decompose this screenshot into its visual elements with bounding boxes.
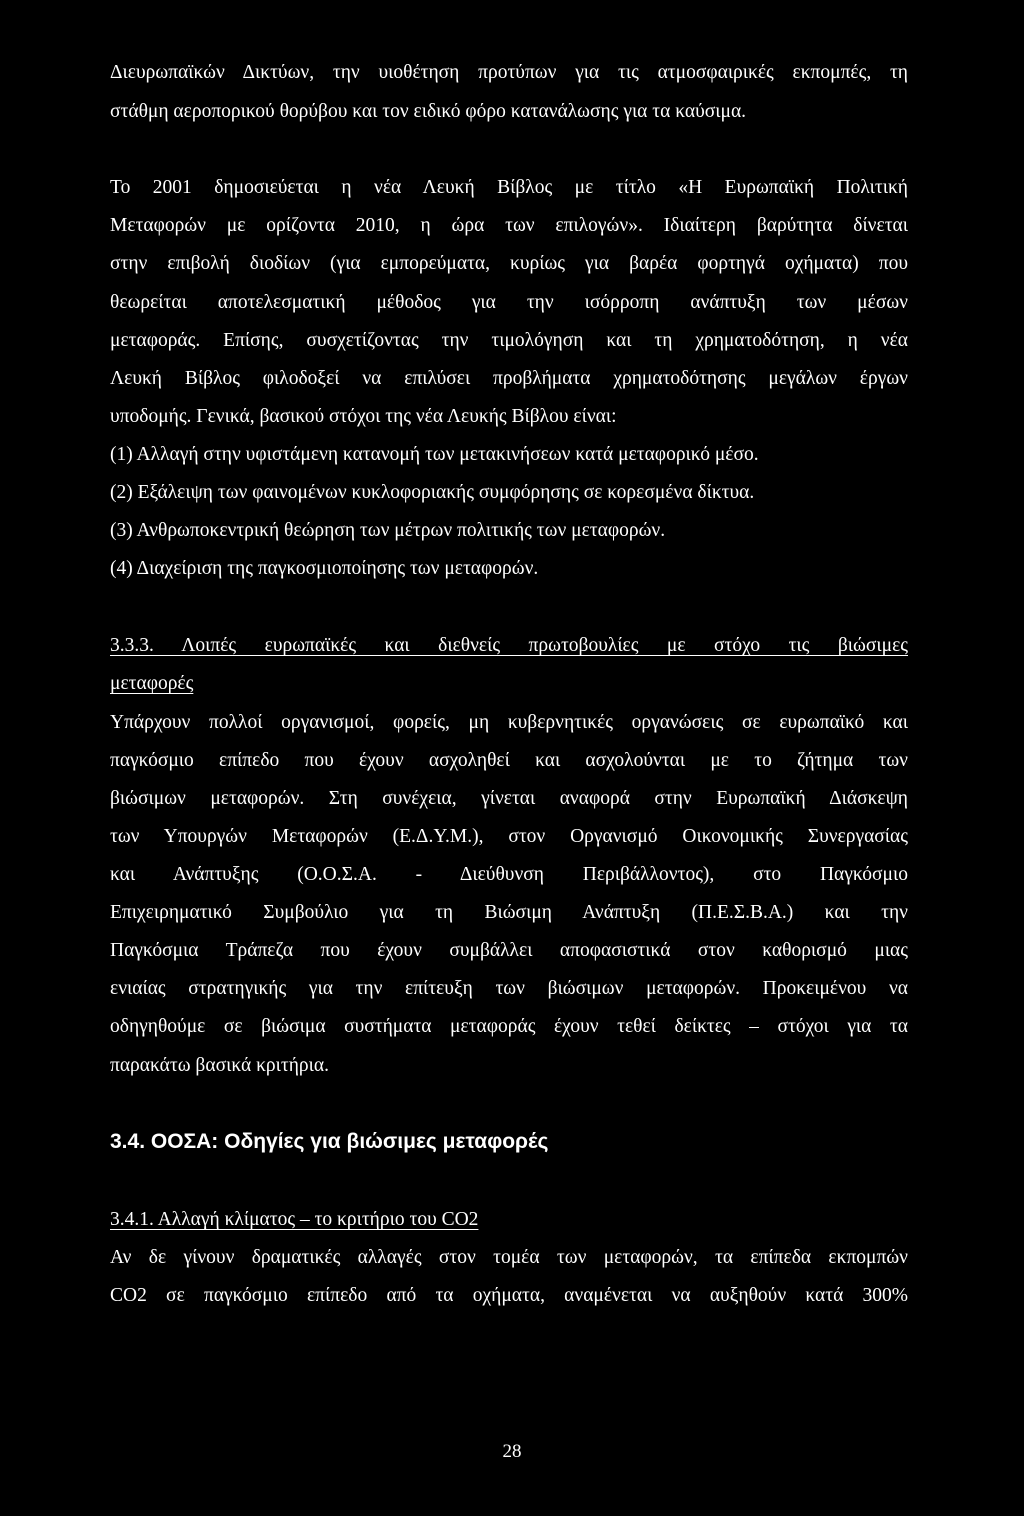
goal-item: (3) Ανθρωποκεντρική θεώρηση των μέτρων πολιτικής των μεταφορών. xyxy=(110,520,666,541)
para2-line: στην επιβολή διοδίων (για εμπορεύματα, κυρίως για βαρέα φορτηγά οχήματα) που xyxy=(110,253,908,274)
goal-item: (4) Διαχείριση της παγκοσμιοποίησης των μεταφορών. xyxy=(110,558,539,579)
section-333-body-line: παρακάτω βασικά κριτήρια. xyxy=(110,1055,329,1076)
goal-item: (2) Εξάλειψη των φαινομένων κυκλοφοριακής συμφόρησης σε κορεσμένα δίκτυα. xyxy=(110,482,755,503)
section-333-title: μεταφορές xyxy=(110,673,194,694)
para2-line: Λευκή Βίβλος φιλοδοξεί να επιλύσει προβλήματα χρηματοδότησης μεγάλων έργων xyxy=(110,368,908,389)
section-333-body-line: των Υπουργών Μεταφορών (Ε.Δ.Υ.Μ.), στον Οργανισμό Οικονομικής Συνεργασίας xyxy=(110,826,908,847)
para2-line: μεταφοράς. Επίσης, συσχετίζοντας την τιμολόγηση και τη χρηματοδότηση, η νέα xyxy=(110,330,908,351)
section-333-body-line: παγκόσμιο επίπεδο που έχουν ασχοληθεί και ασχολούνται με το ζήτημα των xyxy=(110,750,908,771)
page-number: 28 xyxy=(502,1441,522,1462)
section-333-body-line: Υπάρχουν πολλοί οργανισμοί, φορείς, μη κυβερνητικές οργανώσεις σε ευρωπαϊκό και xyxy=(110,712,908,733)
para2-line: θεωρείται αποτελεσματική μέθοδος για την ισόρροπη ανάπτυξη των μέσων xyxy=(110,292,908,313)
section-333-title: 3.3.3. Λοιπές ευρωπαϊκές και διεθνείς πρωτοβουλίες με στόχο τις βιώσιμες xyxy=(110,635,908,656)
section-341-title: 3.4.1. Αλλαγή κλίματος – το κριτήριο του CO2 xyxy=(110,1209,479,1230)
para2-line: Το 2001 δημοσιεύεται η νέα Λευκή Βίβλος με τίτλο «Η Ευρωπαϊκή Πολιτική xyxy=(110,177,908,198)
section-333-body-line: ενιαίας στρατηγικής για την επίτευξη των βιώσιμων μεταφορών. Προκειμένου να xyxy=(110,978,908,999)
section-341-body-line: Αν δε γίνουν δραματικές αλλαγές στον τομέα των μεταφορών, τα επίπεδα εκπομπών xyxy=(110,1247,908,1268)
goal-item: (1) Αλλαγή στην υφιστάμενη κατανομή των μετακινήσεων κατά μεταφορικό μέσο. xyxy=(110,444,759,465)
section-34-heading: 3.4. ΟΟΣΑ: Οδηγίες για βιώσιμες μεταφορές xyxy=(110,1130,549,1153)
para2-line: Μεταφορών με ορίζοντα 2010, η ώρα των επιλογών». Ιδιαίτερη βαρύτητα δίνεται xyxy=(110,215,908,236)
section-333-body-line: Παγκόσμια Τράπεζα που έχουν συμβάλλει αποφασιστικά στον καθορισμό μιας xyxy=(110,940,908,961)
section-341-body-line: CO2 σε παγκόσμιο επίπεδο από τα οχήματα, αναμένεται να αυξηθούν κατά 300% xyxy=(110,1285,908,1306)
para2-line: υποδομής. Γενικά, βασικού στόχοι της νέα Λευκής Βίβλου είναι: xyxy=(110,406,617,427)
para1-line: στάθμη αεροπορικού θορύβου και τον ειδικό φόρο κατανάλωσης για τα καύσιμα. xyxy=(110,101,747,122)
section-333-body-line: και Ανάπτυξης (Ο.Ο.Σ.Α. - Διεύθυνση Περιβάλλοντος), στο Παγκόσμιο xyxy=(110,864,908,885)
section-333-body-line: βιώσιμων μεταφορών. Στη συνέχεια, γίνεται αναφορά στην Ευρωπαϊκή Διάσκεψη xyxy=(110,788,908,809)
para1-line: Διευρωπαϊκών Δικτύων, την υιοθέτηση προτύπων για τις ατμοσφαιρικές εκπομπές, τη xyxy=(110,62,908,83)
section-333-body-line: οδηγηθούμε σε βιώσιμα συστήματα μεταφοράς έχουν τεθεί δείκτες – στόχοι για τα xyxy=(110,1016,908,1037)
section-333-body-line: Επιχειρηματικό Συμβούλιο για τη Βιώσιμη Ανάπτυξη (Π.Ε.Σ.Β.Α.) και την xyxy=(110,902,908,923)
